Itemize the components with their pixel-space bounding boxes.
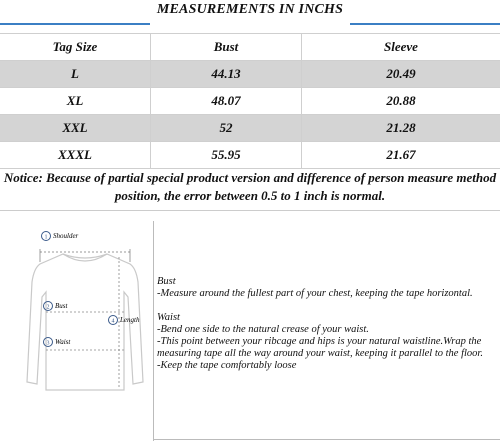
notice-line-2: position, the error between 0.5 to 1 inch is normal.: [114, 188, 386, 203]
label-bust: Bust: [55, 302, 68, 310]
bottom-rule: [153, 439, 500, 440]
label-length: Length: [120, 316, 140, 324]
cell-bust: 52: [151, 115, 302, 142]
table-header-row: [0, 34, 500, 61]
header-sleeve: Sleeve: [302, 34, 500, 61]
label-shoulder: Shoulder: [53, 232, 79, 240]
bust-title: Bust: [157, 276, 176, 287]
cell-sleeve: 20.88: [302, 88, 500, 115]
title-rule-left: [0, 23, 150, 25]
waist-instruction-1: -Bend one side to the natural crease of your waist.: [157, 324, 369, 335]
waist-instruction-4: -Keep the tape comfortably loose: [157, 360, 297, 371]
figure-divider: [153, 221, 154, 441]
cell-sleeve: 21.28: [302, 115, 500, 142]
cell-bust: 48.07: [151, 88, 302, 115]
header-bust: Bust: [151, 34, 302, 61]
table-row: [0, 88, 500, 115]
cell-size: L: [0, 61, 151, 88]
cell-size: XXL: [0, 115, 151, 142]
header-tag-size: Tag Size: [0, 34, 151, 61]
waist-instruction-3: measuring tape all the way around your waist, keeping it parallel to the floor.: [157, 348, 483, 359]
bust-instruction: -Measure around the fullest part of your chest, keeping the tape horizontal.: [157, 288, 473, 299]
page-title: MEASUREMENTS IN INCHS: [156, 2, 344, 17]
cell-sleeve: 21.67: [302, 142, 500, 169]
marker-bust-num: 2: [46, 304, 50, 311]
table-row: [0, 115, 500, 142]
size-chart-table: [0, 33, 500, 169]
cell-bust: 55.95: [151, 142, 302, 169]
waist-title: Waist: [157, 312, 180, 323]
notice-text: [0, 169, 500, 205]
waist-instruction-2: -This point between your ribcage and hips is your natural waistline.Wrap the: [157, 336, 482, 347]
measurement-figure: [18, 222, 153, 407]
cell-sleeve: 20.49: [302, 61, 500, 88]
cell-bust: 44.13: [151, 61, 302, 88]
marker-length-num: 4: [111, 318, 115, 325]
cell-size: XXXL: [0, 142, 151, 169]
measurement-instructions: [157, 276, 500, 372]
title-rule-right: [350, 23, 500, 25]
marker-waist-num: 3: [46, 340, 50, 347]
section-divider: [0, 210, 500, 211]
table-row: [0, 142, 500, 169]
shirt-diagram-icon: [18, 222, 153, 407]
marker-shoulder-num: 1: [44, 234, 48, 241]
notice-line-1: Notice: Because of partial special product version and difference of person measure method: [3, 170, 497, 185]
table-row: [0, 61, 500, 88]
cell-size: XL: [0, 88, 151, 115]
label-waist: Waist: [55, 338, 71, 346]
